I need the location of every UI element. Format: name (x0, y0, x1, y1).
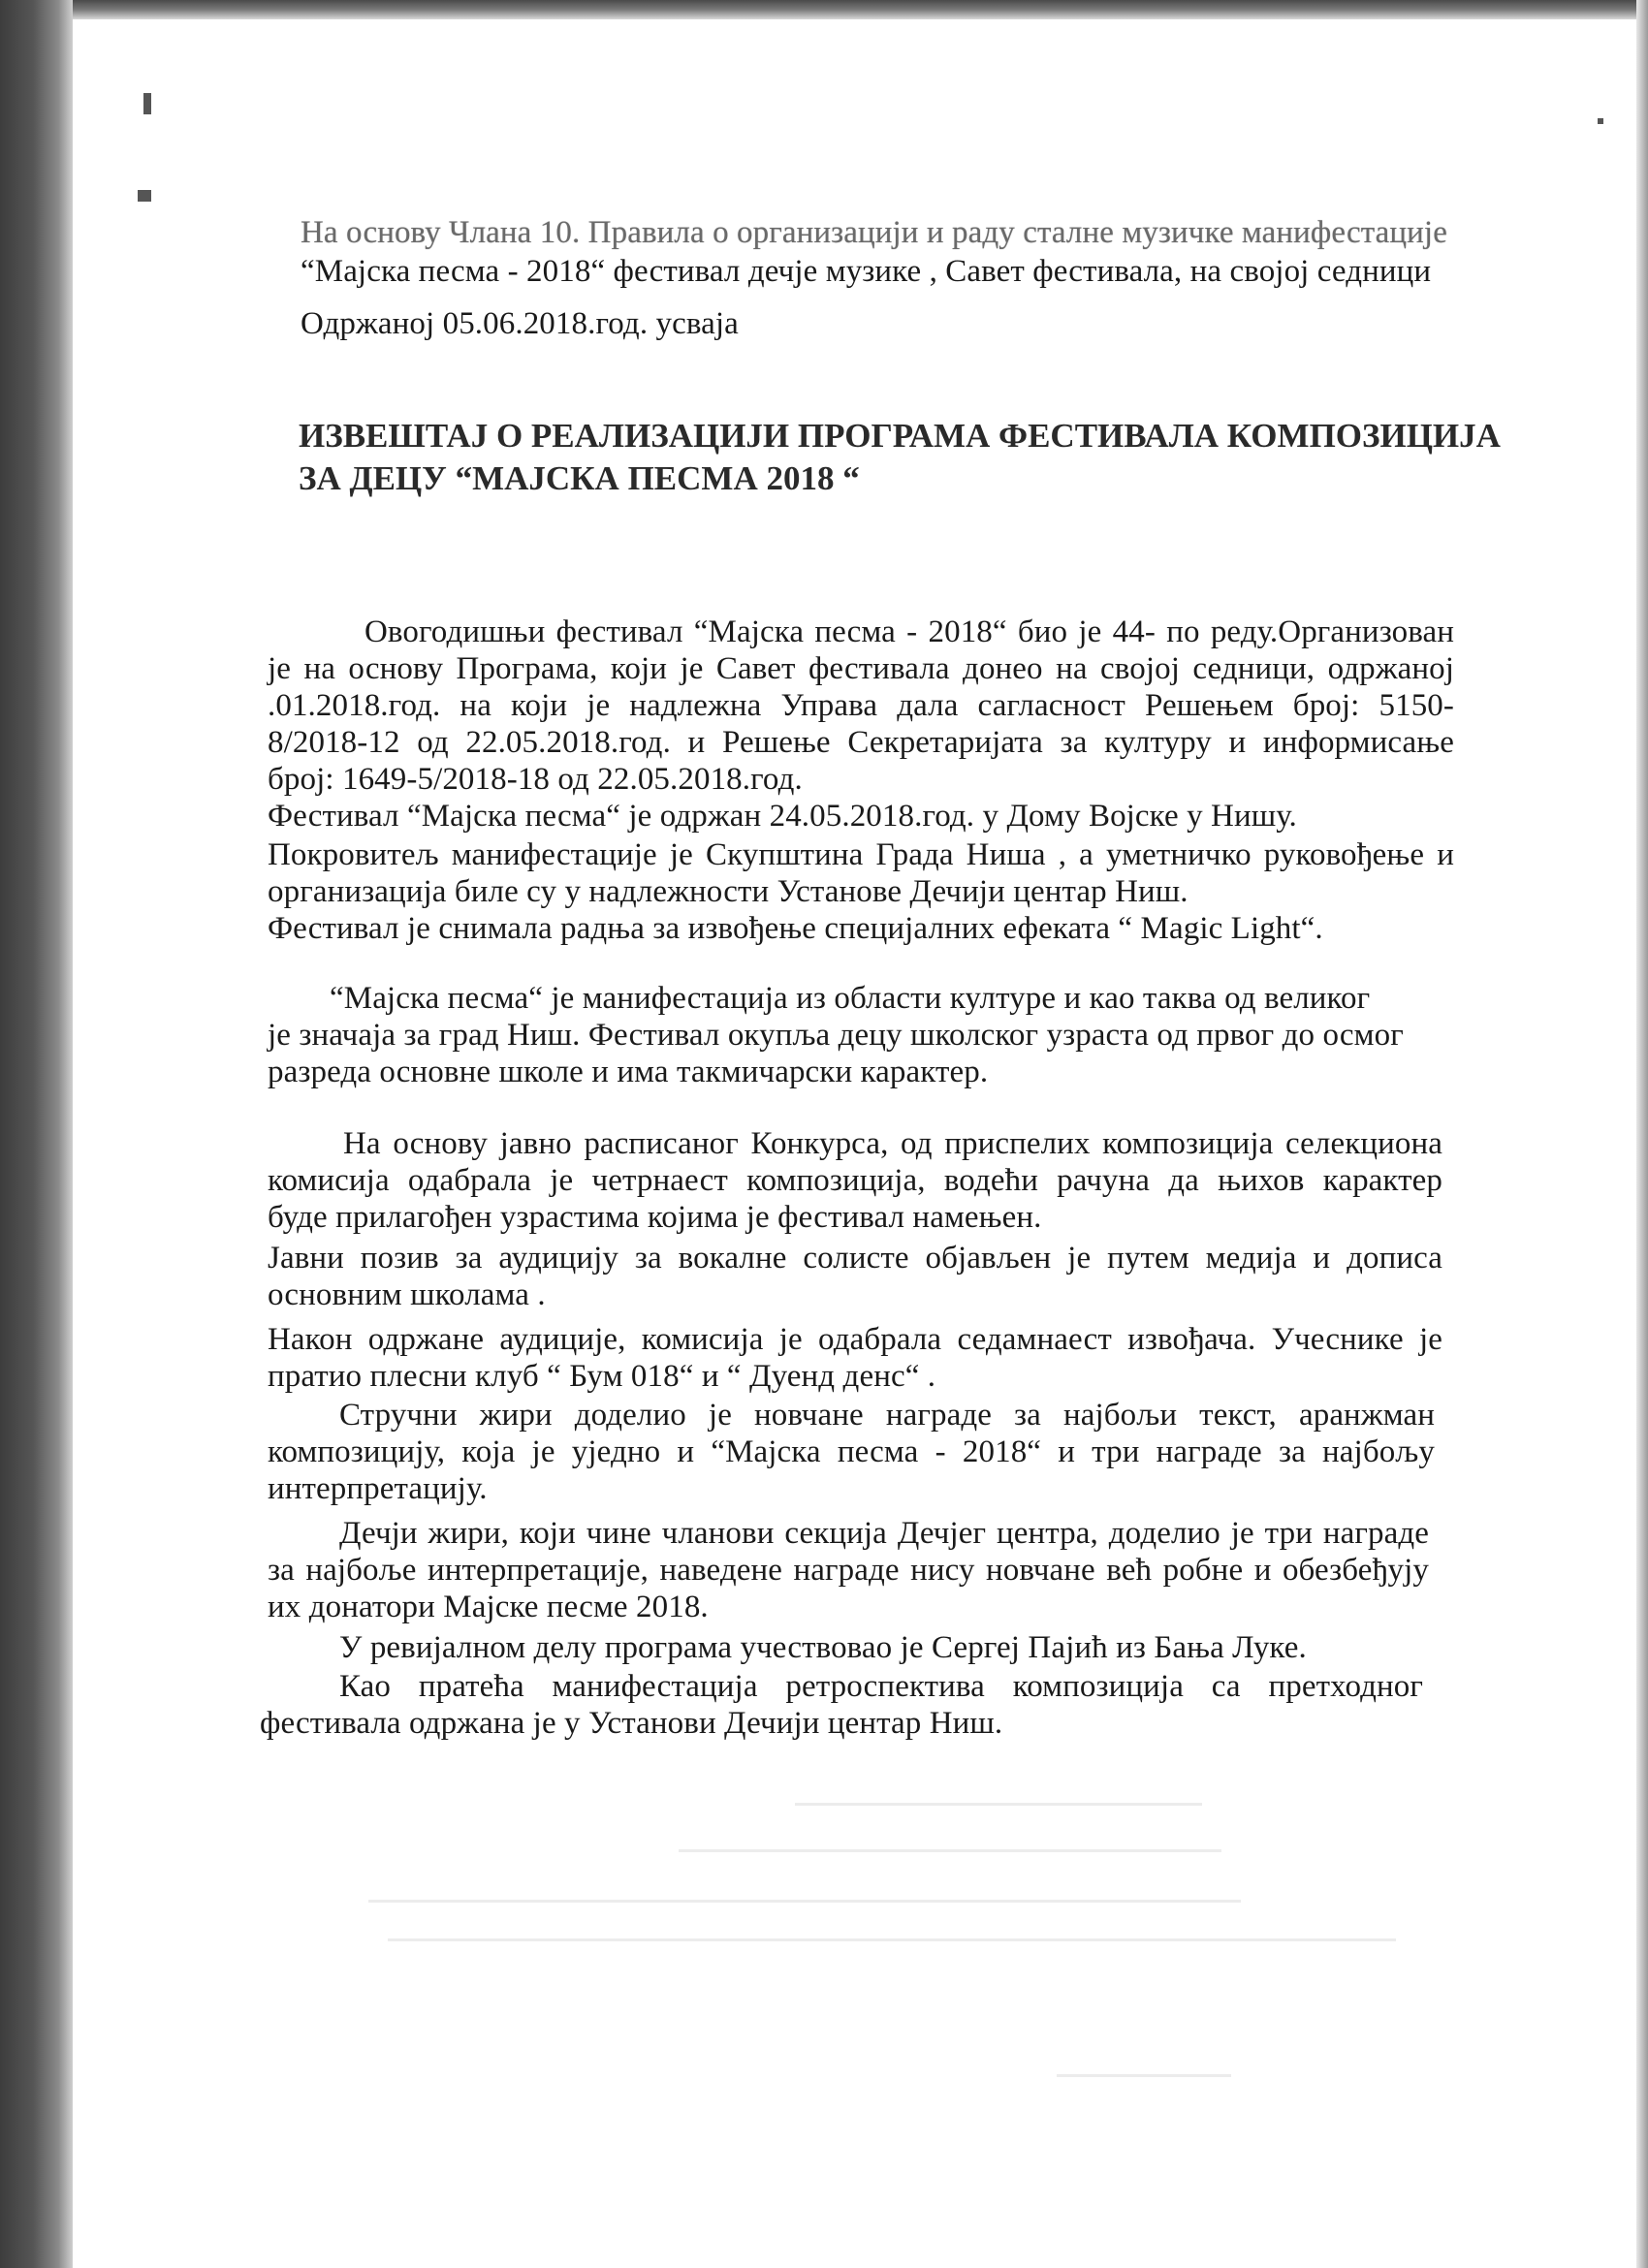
bleed-through-mark (388, 1938, 1396, 1941)
paragraph-line: Након одржане аудиције, комисија је одабрала седамнаест извођача. Учеснике је (268, 1322, 1442, 1357)
header-line-1: На основу Члана 10. Правила о организацији и раду сталне музичке манифестације (301, 215, 1447, 250)
paragraph-line: за најбоље интерпретације, наведене награде нису новчане већ робне и обезбеђују (268, 1553, 1429, 1588)
paragraph-line: је на основу Програма, који је Савет фестивала донео на својој седници, одржаној (268, 651, 1454, 686)
paragraph-line: разреда основне школе и има такмичарски карактер. (268, 1055, 989, 1089)
paragraph-line: организација биле су у надлежности Установе Дечији центар Ниш. (268, 874, 1188, 909)
paragraph-line: је значаја за град Ниш. Фестивал окупља децу школског узраста од првог до осмог (268, 1018, 1404, 1053)
paragraph-line: Покровитељ манифестације је Скупштина Града Ниша , а уметничко руковођење и (268, 837, 1454, 872)
paragraph-line: Фестивал је снимала радња за извођење специјалних ефеката “ Magic Light“. (268, 911, 1323, 946)
paragraph-line: 8/2018-12 од 22.05.2018.год. и Решење Секретаријата за културу и информисање (268, 725, 1454, 760)
paragraph-line: комисија одабрала је четрнаест композиција, водећи рачуна да њихов карактер (268, 1163, 1442, 1198)
paragraph-line: фестивала одржана је у Установи Дечији центар Ниш. (260, 1706, 1003, 1741)
header-line-2: “Мајска песма - 2018“ фестивал дечје музике , Савет фестивала, на својој седници (301, 254, 1432, 289)
bleed-through-mark (1057, 2074, 1231, 2077)
bleed-through-mark (679, 1849, 1221, 1852)
paragraph-line: На основу јавно расписаног Конкурса, од приспелих композиција селекциона (343, 1126, 1442, 1161)
paragraph-line: пратио плесни клуб “ Бум 018“ и “ Дуенд денс“ . (268, 1359, 936, 1394)
paragraph-line: буде прилагођен узрастима којима је фестивал намењен. (268, 1200, 1042, 1235)
paragraph-line: Јавни позив за аудицију за вокалне солисте објављен је путем медија и дописа (268, 1241, 1442, 1276)
paragraph-line: “Мајска песма“ је манифестација из области културе и као таква од великог (330, 981, 1371, 1016)
bleed-through-mark (795, 1803, 1202, 1806)
paragraph-line: интерпретацију. (268, 1471, 488, 1506)
paragraph-line: Као пратећа манифестација ретроспектива композиција са претходног (339, 1669, 1423, 1704)
paragraph-line: композицију, која је уједно и “Мајска песма - 2018“ и три награде за најбољу (268, 1434, 1435, 1469)
paragraph-line: Овогодишњи фестивал “Мајска песма - 2018“ био је 44- по реду.Организован (364, 614, 1454, 649)
paragraph-line: У ревијалном делу програма учествовао је Сергеј Пајић из Бања Луке. (339, 1630, 1307, 1665)
header-line-3: Одржаној 05.06.2018.год. усваја (301, 306, 739, 341)
paragraph-line: .01.2018.год. на који је надлежна Управа дала сагласност Решењем број: 5150- (268, 688, 1454, 723)
paragraph-line: Фестивал “Мајска песма“ је одржан 24.05.2018.год. у Дому Војске у Нишу. (268, 799, 1297, 834)
paragraph-line: основним школама . (268, 1277, 546, 1312)
paragraph-line: број: 1649-5/2018-18 од 22.05.2018.год. (268, 762, 803, 797)
paragraph-line: Дечји жири, који чине чланови секција Дечјег центра, доделио је три награде (339, 1516, 1429, 1551)
document-title-line-1: ИЗВЕШТАЈ О РЕАЛИЗАЦИЈИ ПРОГРАМА ФЕСТИВАЛА КОМПОЗИЦИЈА (299, 417, 1501, 455)
bleed-through-mark (368, 1900, 1241, 1903)
paragraph-line: их донатори Мајске песме 2018. (268, 1590, 709, 1624)
paragraph-line: Стручни жири доделио је новчане награде за најбољи текст, аранжман (339, 1398, 1435, 1433)
document-title-line-2: ЗА ДЕЦУ “МАЈСКА ПЕСМА 2018 “ (299, 459, 860, 497)
